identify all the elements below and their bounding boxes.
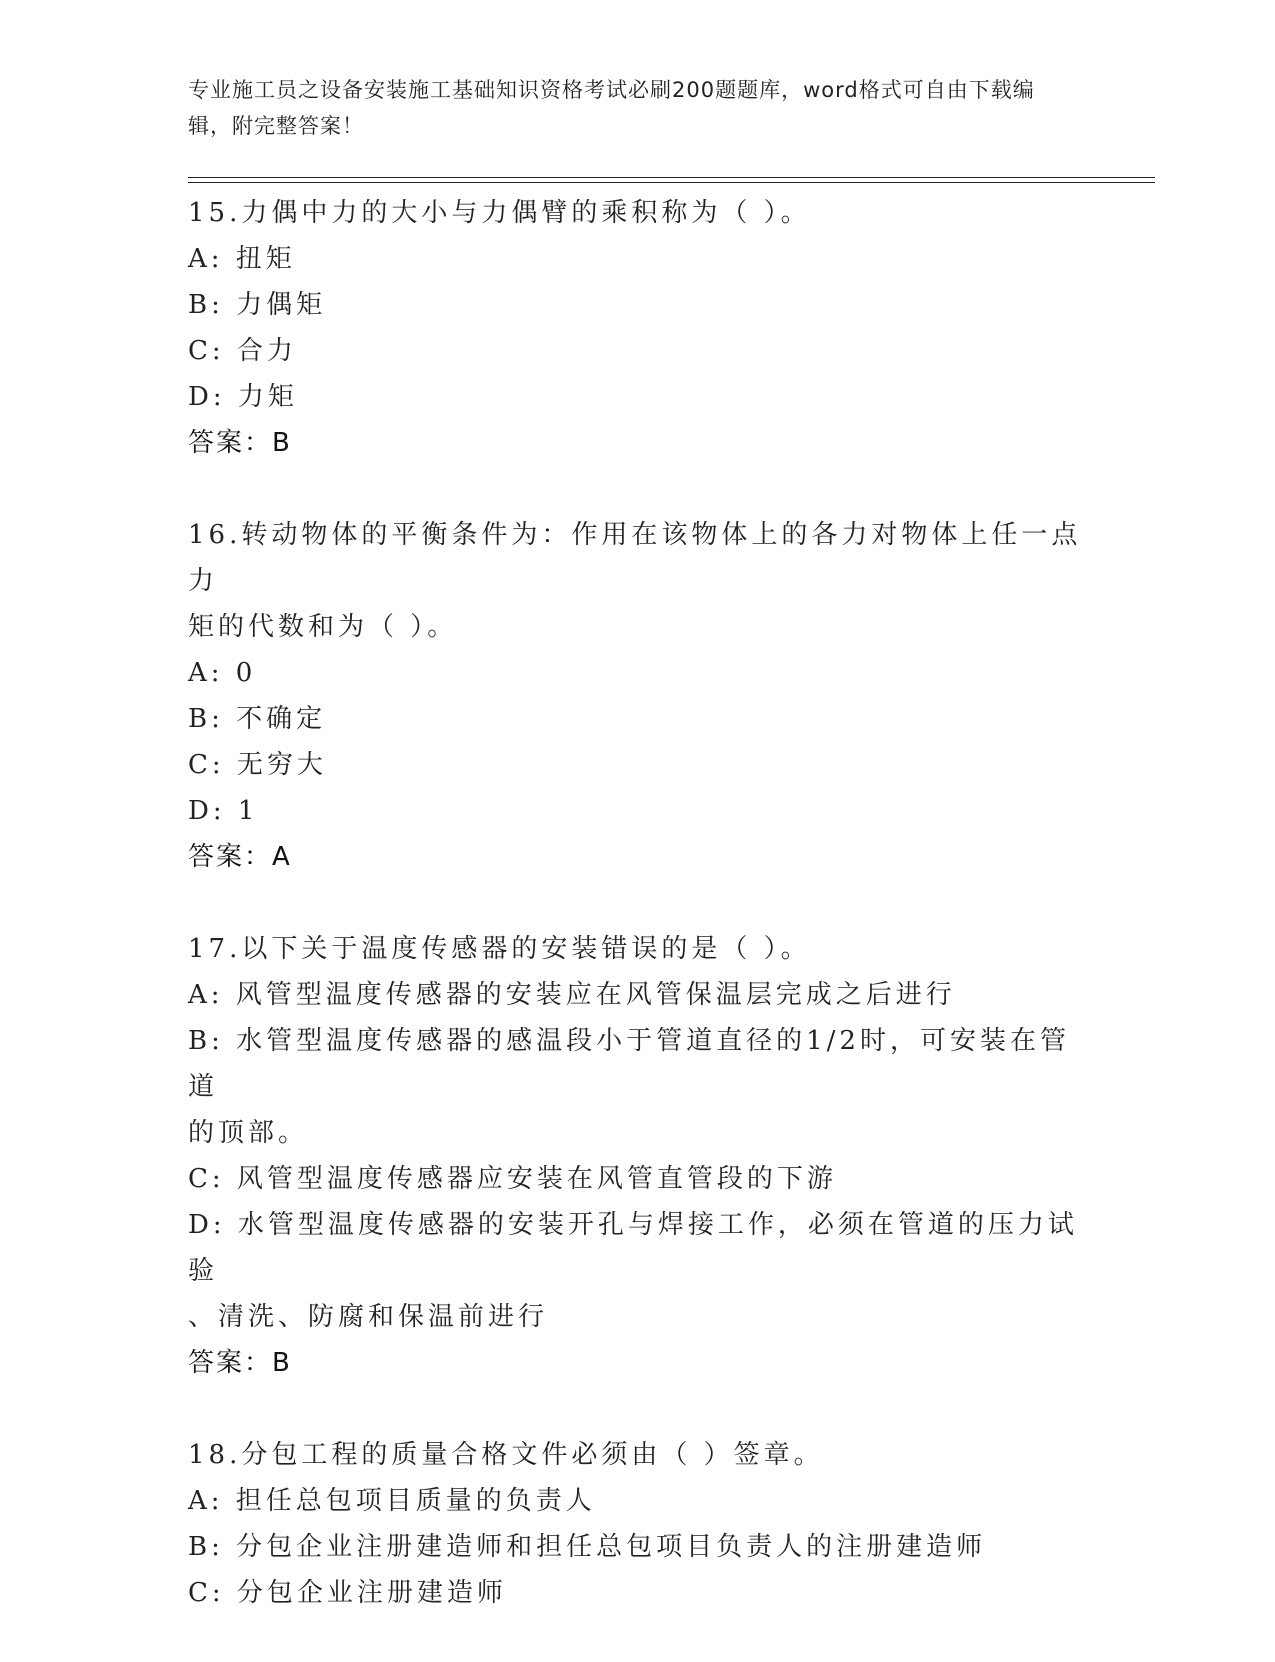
option-c: C: 合力: [188, 336, 297, 366]
document-header: 专业施工员之设备安装施工基础知识资格考试必刷200题题库，word格式可自由下载编辑，附完整答案！: [188, 78, 1035, 138]
question-stem: 15.力偶中力的大小与力偶臂的乘积称为（ ）。: [188, 198, 811, 228]
question-block: [188, 190, 1088, 466]
option-a: A: 0: [188, 658, 257, 688]
option-a: A: 担任总包项目质量的负责人: [188, 1486, 596, 1516]
question-stem: 矩的代数和为（ ）。: [188, 612, 458, 642]
option-d: D: 1: [188, 796, 259, 826]
question-list: [188, 190, 1088, 1662]
question-block: [188, 926, 1088, 1386]
option-b: B: 水管型温度传感器的感温段小于管道直径的1/2时，可安装在管道: [188, 1026, 1070, 1102]
question-block: [188, 512, 1088, 880]
option-b: B: 分包企业注册建造师和担任总包项目负责人的注册建造师: [188, 1532, 987, 1562]
question-block: [188, 1432, 1088, 1616]
header-divider-top: [188, 177, 1155, 178]
option-b: 的顶部。: [188, 1118, 309, 1148]
option-b: B: 力偶矩: [188, 290, 327, 320]
option-a: A: 风管型温度传感器的安装应在风管保温层完成之后进行: [188, 980, 956, 1010]
option-a: A: 扭矩: [188, 244, 296, 274]
header-divider-bottom: [188, 182, 1155, 183]
option-b: B: 不确定: [188, 704, 327, 734]
question-stem: 17.以下关于温度传感器的安装错误的是（ ）。: [188, 934, 811, 964]
question-stem: 16.转动物体的平衡条件为：作用在该物体上的各力对物体上任一点力: [188, 520, 1082, 596]
option-d: D: 力矩: [188, 382, 298, 412]
question-stem: 18.分包工程的质量合格文件必须由（ ）签章。: [188, 1440, 824, 1470]
option-d: D: 水管型温度传感器的安装开孔与焊接工作，必须在管道的压力试验: [188, 1210, 1078, 1286]
answer-label: 答案：B: [188, 1348, 292, 1378]
answer-label: 答案：A: [188, 842, 292, 872]
option-d: 、清洗、防腐和保温前进行: [188, 1302, 549, 1332]
option-c: C: 风管型温度传感器应安装在风管直管段的下游: [188, 1164, 837, 1194]
option-c: C: 无穷大: [188, 750, 327, 780]
option-c: C: 分包企业注册建造师: [188, 1578, 507, 1608]
answer-label: 答案：B: [188, 428, 292, 458]
